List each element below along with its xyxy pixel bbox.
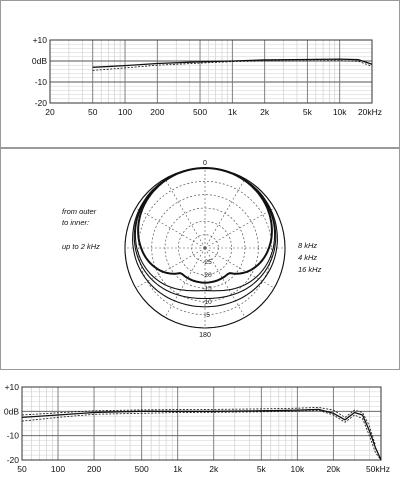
polar-spoke bbox=[205, 179, 245, 248]
x-tick-label: 200 bbox=[86, 464, 102, 474]
y-tick-label: -20 bbox=[34, 98, 47, 108]
y-tick-label: +10 bbox=[32, 35, 47, 45]
y-tick-label: 0dB bbox=[31, 56, 47, 66]
series-line-1 bbox=[22, 410, 381, 460]
legend-low-label: up to 2 kHz bbox=[62, 242, 100, 251]
frequency-response-chart-top bbox=[0, 0, 400, 148]
y-tick-label: 0dB bbox=[3, 406, 19, 417]
series-line-2 bbox=[22, 407, 376, 445]
x-tick-label: 100 bbox=[117, 107, 133, 117]
x-tick-label: 2k bbox=[260, 107, 270, 117]
polar-spoke bbox=[165, 179, 205, 248]
frequency-response-plot-top bbox=[0, 0, 400, 148]
polar-pattern-plot bbox=[0, 148, 400, 370]
x-tick-label: 10k bbox=[332, 107, 347, 117]
annotation-line-1: from outer bbox=[62, 207, 97, 216]
x-tick-label: 50 bbox=[87, 107, 98, 117]
x-tick-label: 20kHz bbox=[357, 107, 383, 117]
polar-pattern-chart bbox=[0, 148, 400, 370]
radial-tick-label: -15 bbox=[202, 285, 212, 293]
x-tick-label: 20k bbox=[326, 464, 341, 474]
x-tick-label: 100 bbox=[50, 464, 66, 474]
radial-tick-label: -20 bbox=[202, 272, 212, 280]
annotation-line-2: to inner: bbox=[62, 218, 90, 227]
legend-high-label-2: 16 kHz bbox=[298, 265, 322, 274]
grid bbox=[22, 387, 381, 460]
x-tick-label: 2k bbox=[209, 464, 219, 474]
y-tick-label: -20 bbox=[6, 455, 19, 465]
plot-area-border bbox=[22, 387, 381, 460]
frequency-response-plot-bottom bbox=[0, 370, 400, 490]
plot-area-border bbox=[50, 40, 372, 103]
x-tick-label: 1k bbox=[227, 107, 237, 117]
x-tick-label: 5k bbox=[256, 464, 266, 474]
y-tick-label: -10 bbox=[34, 77, 47, 87]
polar-spoke bbox=[136, 208, 205, 248]
legend-high-label-1: 4 kHz bbox=[298, 253, 318, 262]
x-tick-label: 50 bbox=[17, 464, 27, 474]
x-tick-label: 5k bbox=[302, 107, 312, 117]
y-tick-label: +10 bbox=[4, 382, 19, 392]
radial-tick-label: -10 bbox=[202, 298, 212, 306]
series-line-0 bbox=[22, 409, 381, 460]
x-tick-label: 10k bbox=[290, 464, 305, 474]
radial-tick-label: -25 bbox=[202, 258, 212, 266]
angle-label-180: 180 bbox=[199, 332, 211, 339]
radial-tick-label: -5 bbox=[204, 312, 210, 320]
angle-label-0: 0 bbox=[203, 160, 207, 167]
x-tick-label: 500 bbox=[192, 107, 208, 117]
x-tick-label: 1k bbox=[173, 464, 183, 474]
x-tick-label: 500 bbox=[134, 464, 149, 474]
x-tick-label: 50kHz bbox=[365, 464, 391, 474]
x-tick-label: 200 bbox=[150, 107, 165, 117]
y-tick-label: -10 bbox=[6, 430, 19, 441]
legend-high-label-0: 8 kHz bbox=[298, 241, 318, 250]
frequency-response-chart-bottom bbox=[0, 370, 400, 490]
polar-spoke bbox=[205, 208, 274, 248]
grid bbox=[50, 40, 372, 103]
x-tick-label: 20 bbox=[45, 107, 55, 117]
